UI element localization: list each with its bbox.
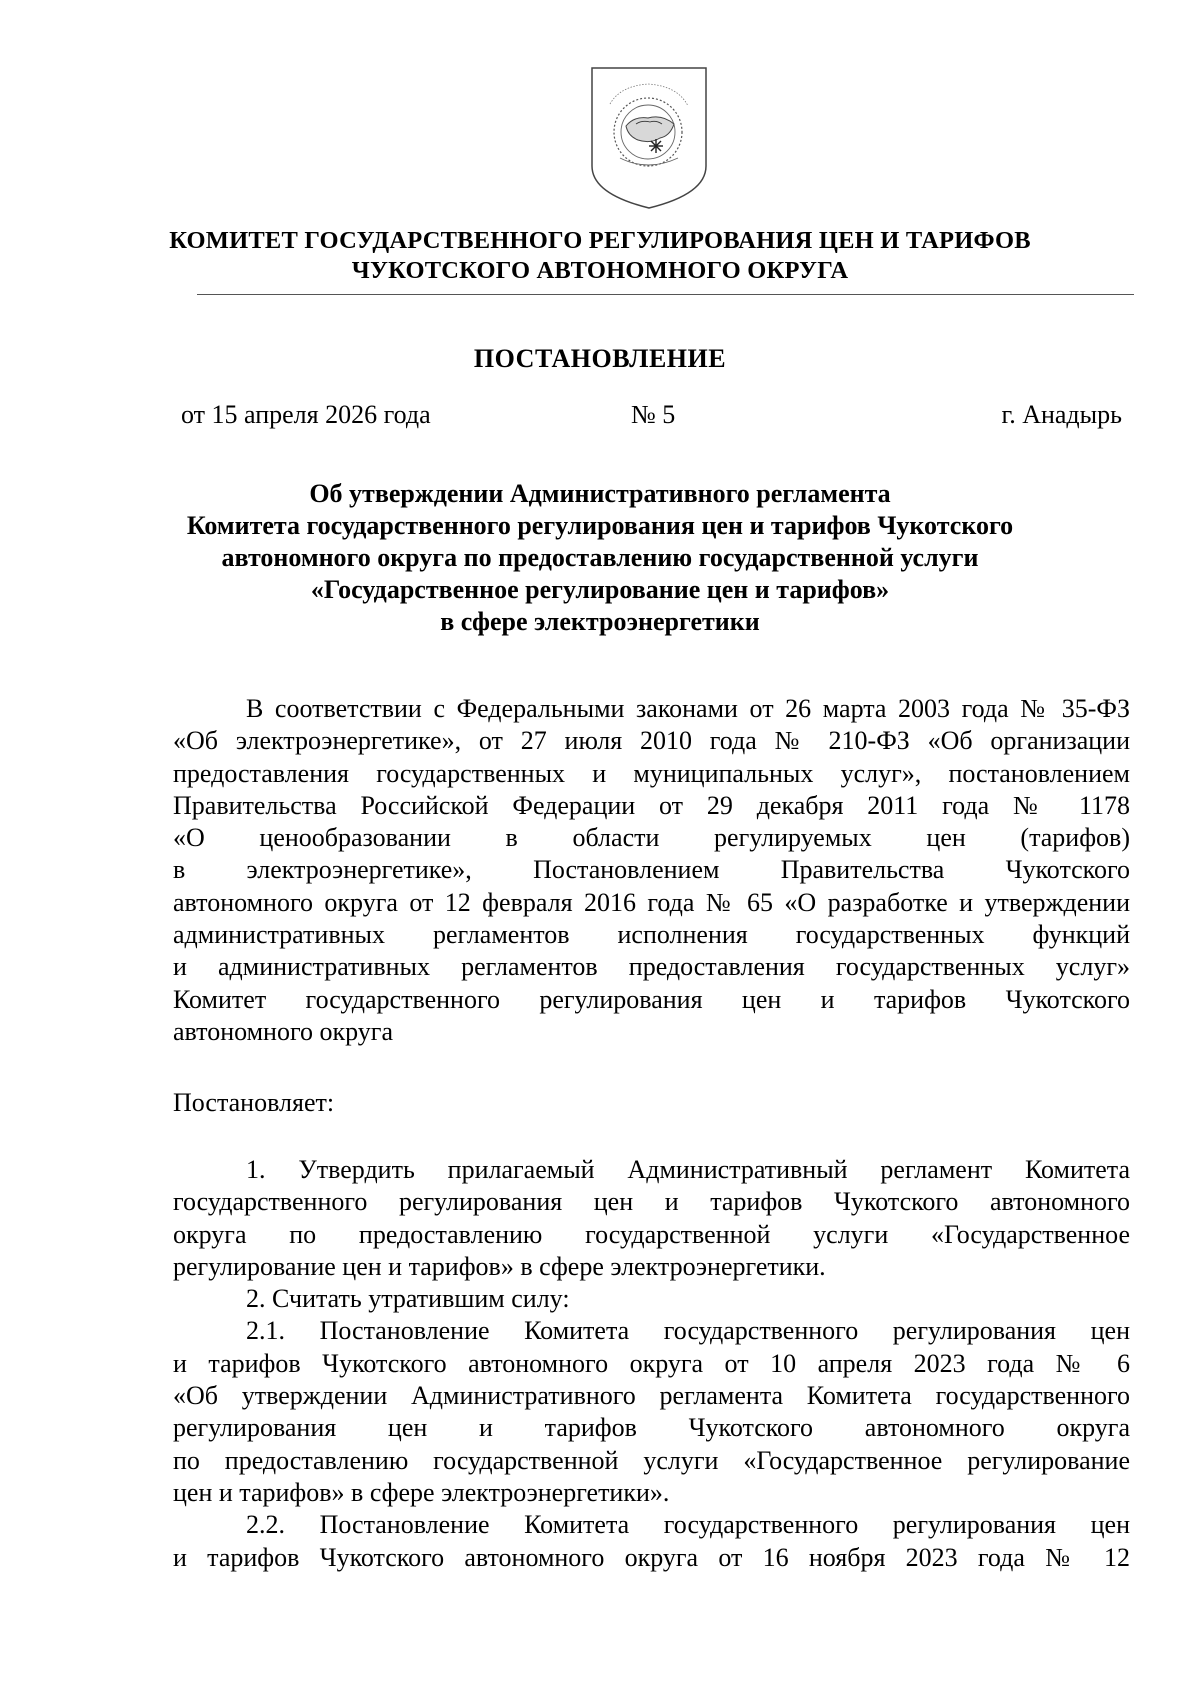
item-line: 2.1. Постановление Комитета государственного регулирования цен [246,1316,1130,1346]
resolves-label: Постановляет: [173,1088,335,1117]
preamble-line: автономного округа [173,1016,393,1046]
organization-name-line2: ЧУКОТСКОГО АВТОНОМНОГО ОКРУГА [351,257,849,284]
preamble-paragraph [173,693,1130,1048]
item-line: 2.2. Постановление Комитета государственного регулирования цен [246,1510,1130,1540]
subject-line: Об утверждении Административного регламента [309,479,891,508]
item-line: и тарифов Чукотского автономного округа от 16 ноября 2023 года № 12 [173,1542,1130,1572]
item-line: «Об утверждении Административного регламента Комитета государственного [173,1381,1130,1411]
item-line: регулирования цен и тарифов Чукотского автономного округа [173,1413,1130,1443]
preamble-line: автономного округа от 12 февраля 2016 года № 65 «О разработке и утверждении [173,887,1130,917]
document-type: ПОСТАНОВЛЕНИЕ [473,344,727,373]
organization-name-line1: КОМИТЕТ ГОСУДАРСТВЕННОГО РЕГУЛИРОВАНИЯ ЦЕН И ТАРИФОВ [169,227,1031,254]
subject-line: в сфере электроэнергетики [440,607,760,636]
item-line: по предоставлению государственной услуги «Государственное регулирование [173,1445,1130,1475]
document-meta-row [181,399,1122,431]
document-place: г. Анадырь [1001,400,1122,429]
document-date: от 15 апреля 2026 года [181,400,431,429]
item-line: регулирование цен и тарифов» в сфере электроэнергетики. [173,1251,826,1281]
preamble-line: административных регламентов исполнения государственных функций [173,920,1130,950]
preamble-line: в электроэнергетике», Постановлением Правительства Чукотского [173,855,1130,885]
item-line: цен и тарифов» в сфере электроэнергетики». [173,1477,670,1507]
preamble-line: Комитет государственного регулирования цен и тарифов Чукотского [173,984,1130,1014]
subject-line: «Государственное регулирование цен и тарифов» [310,575,890,604]
coat-of-arms-icon [590,66,708,210]
preamble-line: «Об электроэнергетике», от 27 июля 2010 года № 210-ФЗ «Об организации [173,726,1130,756]
subject-line: Комитета государственного регулирования цен и тарифов Чукотского [186,511,1014,540]
item-line: и тарифов Чукотского автономного округа от 10 апреля 2023 года № 6 [173,1348,1130,1378]
resolves-block [173,1087,1130,1119]
subject-line: автономного округа по предоставлению государственной услуги [221,543,979,572]
document-subject [120,478,1080,638]
organization-name [120,226,1080,286]
coat-of-arms-emblem [590,66,708,210]
item-line: государственного регулирования цен и тарифов Чукотского автономного [173,1187,1130,1217]
item-line: 1. Утвердить прилагаемый Административный регламент Комитета [246,1155,1130,1184]
item-line: округа по предоставлению государственной услуги «Государственное [173,1219,1130,1249]
resolution-items [173,1154,1130,1574]
preamble-line: Правительства Российской Федерации от 29 декабря 2011 года № 1178 [173,790,1130,820]
header-divider [197,294,1134,295]
preamble-line: В соответствии с Федеральными законами от 26 марта 2003 года № 35-ФЗ [246,694,1130,723]
preamble-line: и административных регламентов предоставления государственных услуг» [173,952,1130,982]
document-number: № 5 [631,400,676,429]
preamble-line: предоставления государственных и муниципальных услуг», постановлением [173,758,1130,788]
preamble-line: «О ценообразовании в области регулируемых цен (тарифов) [173,823,1130,853]
item-line: 2. Считать утратившим силу: [246,1284,570,1314]
